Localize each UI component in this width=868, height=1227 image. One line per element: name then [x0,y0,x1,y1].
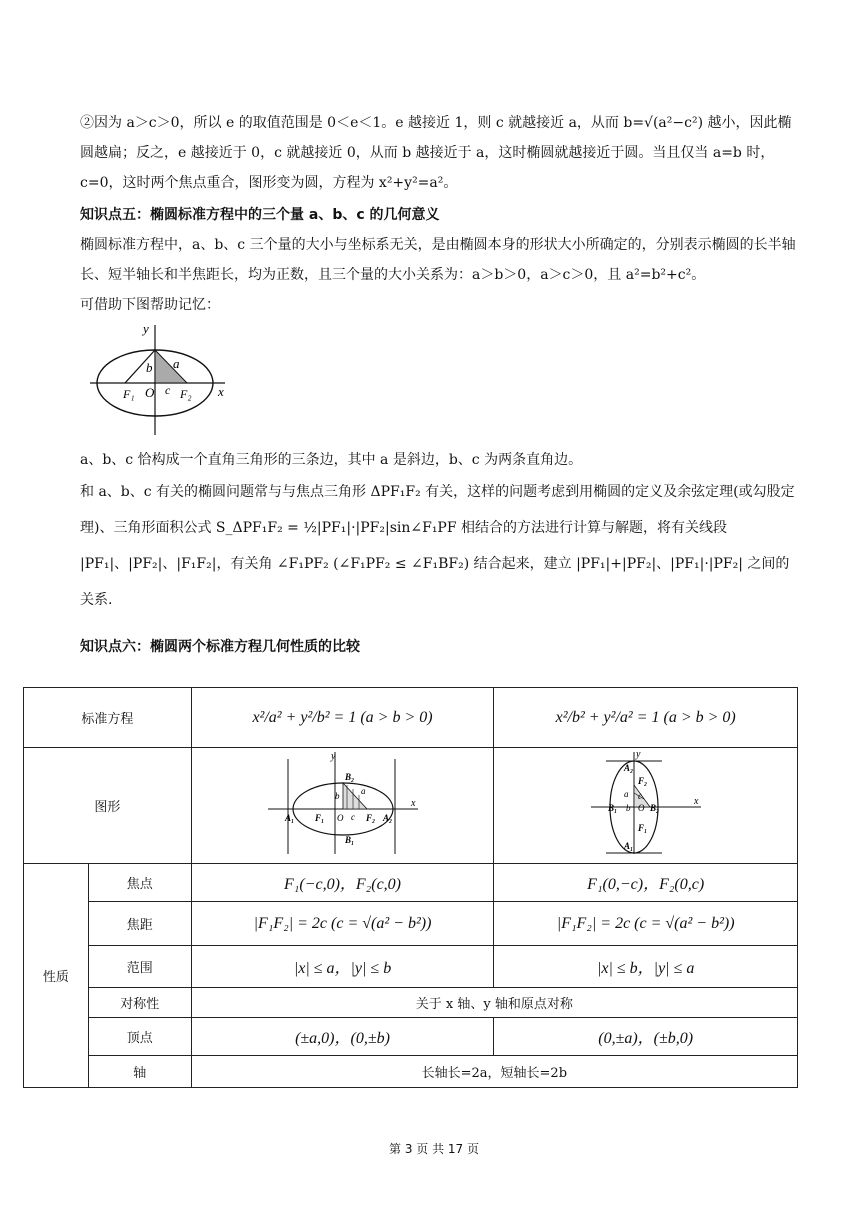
vertical-ellipse-figure [586,749,706,859]
property-label: 对称性 [88,988,191,1018]
svg-text:c: c [637,790,642,801]
svg-text:F₁: F₁ [314,812,324,823]
property-value: (0,±a)，(±b,0) [494,1018,798,1056]
horizontal-ellipse-figure [263,749,423,859]
table-row [24,1018,798,1056]
svg-text:A₂: A₂ [382,812,392,823]
ellipse-abc-figure [85,320,235,440]
svg-text:B₂: B₂ [649,802,659,813]
heading-knowledge-5: 知识点五：椭圆标准方程中的三个量 a、b、c 的几何意义 [80,207,440,223]
svg-text:F₂: F₂ [637,775,647,786]
row-label: 图形 [24,748,192,864]
property-label: 焦距 [88,902,191,946]
table-row [24,902,798,946]
property-label: 顶点 [88,1018,191,1056]
svg-text:x: x [693,795,699,807]
figure-cell-vertical [494,748,798,864]
table-row [24,988,798,1018]
property-label: 轴 [88,1056,191,1088]
heading-knowledge-6: 知识点六：椭圆两个标准方程几何性质的比较 [80,639,360,655]
svg-text:a: a [623,788,629,799]
svg-text:b: b [146,360,153,375]
svg-text:O: O [145,385,155,400]
property-value-merged: 关于 x 轴、y 轴和原点对称 [191,988,797,1018]
property-value: |x| ≤ b，|y| ≤ a [494,946,798,988]
svg-text:B₁: B₁ [344,834,354,845]
svg-text:A₁: A₁ [284,812,294,823]
svg-text:a: a [360,785,366,796]
svg-text:O: O [336,812,344,823]
property-label: 焦点 [88,864,191,902]
svg-text:F₁: F₁ [637,822,647,833]
property-label: 范围 [88,946,191,988]
svg-text:B₁: B₁ [607,802,617,813]
properties-label: 性质 [24,864,89,1088]
figure-cell-horizontal [191,748,494,864]
property-value: F₁(0,−c)，F₂(0,c) [494,864,798,902]
svg-text:F₁: F₁ [123,387,135,401]
svg-text:y: y [143,321,149,336]
svg-text:c: c [350,811,355,822]
svg-text:x: x [410,797,415,809]
property-value: |F₁F₂| = 2c (c = √(a² − b²)) [494,902,798,946]
row-label: 标准方程 [24,688,192,748]
svg-text:F₂: F₂ [180,387,192,401]
svg-text:b: b [334,790,340,801]
paragraph-abc-meaning: 椭圆标准方程中，a、b、c 三个量的大小与坐标系无关，是由椭圆本身的形状大小所确定的，分别表示椭圆的长半轴长、短半轴长和半焦距长，均为正数，且三个量的大小关系为：a＞b＞0，a＞c＞0，且 a²=b²+c²。 [80,237,796,283]
table-row [24,688,798,748]
paragraph-memory-hint: 可借助下图帮助记忆： [80,297,220,313]
table-row [24,1056,798,1088]
svg-text:F₂: F₂ [365,812,375,823]
equation-vertical: x²/b² + y²/a² = 1 (a > b > 0) [494,688,798,748]
svg-text:O: O [637,802,645,813]
svg-text:y: y [635,748,641,760]
property-value: (±a,0)，(0,±b) [191,1018,494,1056]
property-value: F₁(−c,0)，F₂(c,0) [191,864,494,902]
property-value-merged: 长轴长=2a，短轴长=2b [191,1056,797,1088]
svg-text:A₂: A₂ [623,762,633,773]
properties-table [23,687,798,1088]
table-row [24,748,798,864]
table-row [24,946,798,988]
svg-text:b: b [625,802,631,813]
paragraph-eccentricity: ②因为 a＞c＞0，所以 e 的取值范围是 0＜e＜1。e 越接近 1，则 c 就越接近 a，从而 b=√(a²−c²) 越小，因此椭圆越扁；反之，e 越接近于 0，c 就越接近 0，从而 b 越接近于 a，这时椭圆就越接近于圆。当且仅当 a=b 时，c=0，这时两个焦点重合，图形变为圆，方程为 x²+y²=a²。 [80,115,792,191]
svg-text:y: y [330,750,335,762]
equation-horizontal: x²/a² + y²/b² = 1 (a > b > 0) [191,688,494,748]
svg-text:x: x [218,384,224,399]
svg-text:c: c [165,383,171,397]
svg-text:a: a [173,356,180,371]
svg-text:A₁: A₁ [623,840,633,851]
svg-text:B₂: B₂ [344,771,354,782]
paragraph-focal-triangle: 和 a、b、c 有关的椭圆问题常与与焦点三角形 ΔPF₁F₂ 有关，这样的问题考虑到用椭圆的定义及余弦定理(或勾股定理)、三角形面积公式 S_ΔPF₁F₂ = ½|PF₁|·|PF₂|sin∠F₁PF 相结合的方法进行计算与解题，将有关线段 |PF₁|、|PF₂|、|F₁F₂|，有关角 ∠F₁PF₂ (∠F₁PF₂ ≤ ∠F₁BF₂) 结合起来，建立 |PF₁|+|PF₂|、|PF₁|·|PF₂| 之间的关系. [80,484,795,608]
property-value: |F₁F₂| = 2c (c = √(a² − b²)) [191,902,494,946]
table-row [24,864,798,902]
page-footer: 第 3 页 共 17 页 [389,1142,479,1156]
property-value: |x| ≤ a，|y| ≤ b [191,946,494,988]
paragraph-right-triangle: a、b、c 恰构成一个直角三角形的三条边，其中 a 是斜边，b、c 为两条直角边。 [80,452,583,468]
